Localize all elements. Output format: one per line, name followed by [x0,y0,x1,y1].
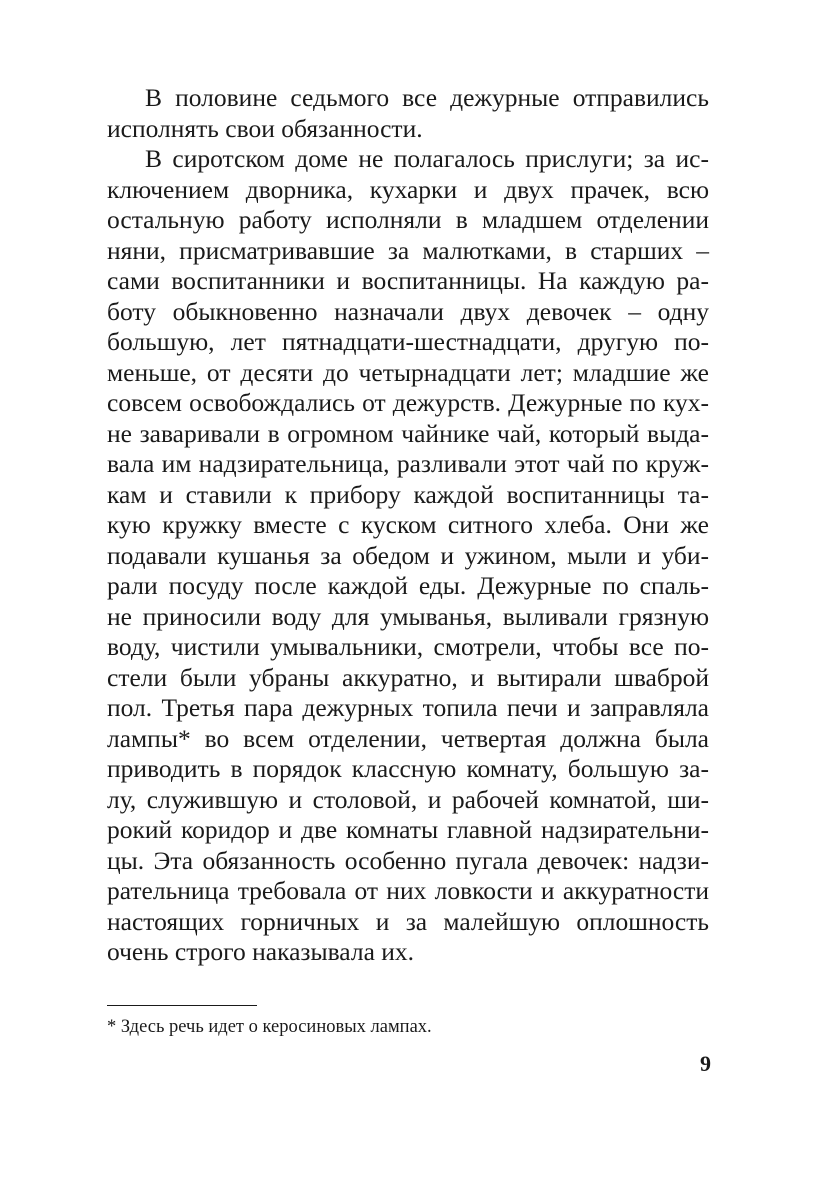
text-line: рали посуду после каждой еды. Дежурные по спаль- [107,571,709,600]
text-line: рательница требовала от них ловкости и аккуратности [107,876,709,905]
text-line: кам и ставили к прибору каждой воспитанницы та- [107,479,709,509]
text-line: воду, чистили умывальники, смотрели, чтобы все по- [107,632,709,661]
text-line: не приносили воду для умыванья, выливали грязную [107,601,709,631]
text-line: ключением дворника, кухарки и двух прачек, всю [107,174,709,204]
text-line: подавали кушанья за обедом и ужином, мыли и уби- [107,540,709,570]
text-line: боту обыкновенно назначали двух девочек – одну [107,296,709,326]
text-line: лу, служившую и столовой, и рабочей комнатой, ши- [107,784,709,814]
text-line: В сиротском доме не полагалось прислуги; за ис- [145,144,709,173]
footnote-divider [107,1005,257,1006]
text-line: стели были убраны аккуратно, и вытирали шваброй [107,662,709,692]
text-line: меньше, от десяти до четырнадцати лет; младшие же [107,357,709,387]
text-line: не заваривали в огромном чайнике чай, который выда- [107,418,709,448]
text-line: настоящих горничных и за малейшую оплошность [107,906,709,936]
text-line: приводить в порядок классную комнату, большую за- [107,754,709,783]
page-number: 9 [700,1051,711,1076]
text-line: очень строго наказывала их. [107,937,415,966]
text-line: В половине седьмого все дежурные отправились [145,83,709,112]
text-line: цы. Эта обязанность особенно пугала девочек: надзи- [107,845,709,875]
text-line: большую, лет пятнадцати-шестнадцати, другую по- [107,327,709,356]
text-line: сами воспитанники и воспитанницы. На каждую ра- [107,266,709,295]
text-line: няни, присматривавшие за малютками, в старших – [107,235,709,265]
text-line: остальную работу исполняли в младшем отделении [107,205,709,234]
footnote: * Здесь речь идет о керосиновых лампах. [107,1017,432,1037]
text-line: вала им надзирательница, разливали этот чай по круж- [107,449,709,478]
text-line: совсем освобождались от дежурств. Дежурные по кух- [107,388,709,417]
text-line: рокий коридор и две комнаты главной надзирательни- [107,815,709,844]
body-text [107,83,709,968]
text-line: кую кружку вместе с куском ситного хлеба. Они же [107,510,709,539]
text-line: исполнять свои обязанности. [107,113,423,143]
text-line: лампы* во всем отделении, четвертая должна была [107,723,709,753]
text-line: пол. Третья пара дежурных топила печи и заправляла [107,693,709,722]
